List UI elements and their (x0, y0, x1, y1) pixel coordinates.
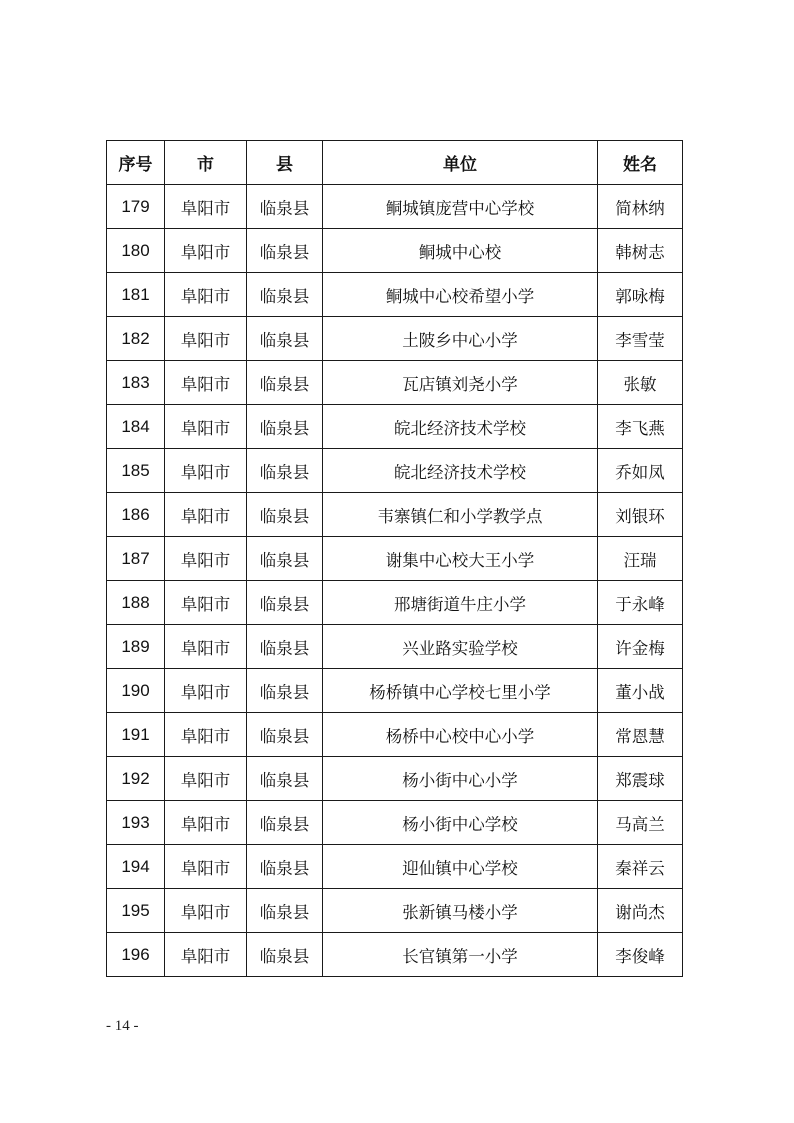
cell-name: 乔如凤 (598, 449, 683, 493)
cell-unit: 鲖城中心校希望小学 (323, 273, 598, 317)
cell-index: 193 (107, 801, 165, 845)
header-county: 县 (247, 141, 323, 185)
cell-county: 临泉县 (247, 933, 323, 977)
cell-city: 阜阳市 (165, 405, 247, 449)
cell-index: 188 (107, 581, 165, 625)
cell-index: 187 (107, 537, 165, 581)
table-row (107, 889, 683, 933)
cell-unit: 鲖城镇庞营中心学校 (323, 185, 598, 229)
cell-county: 临泉县 (247, 229, 323, 273)
cell-unit: 土陂乡中心小学 (323, 317, 598, 361)
cell-county: 临泉县 (247, 361, 323, 405)
cell-name: 汪瑞 (598, 537, 683, 581)
cell-county: 临泉县 (247, 669, 323, 713)
cell-name: 于永峰 (598, 581, 683, 625)
cell-county: 临泉县 (247, 537, 323, 581)
cell-name: 刘银环 (598, 493, 683, 537)
table-row (107, 933, 683, 977)
cell-index: 184 (107, 405, 165, 449)
cell-county: 临泉县 (247, 845, 323, 889)
cell-unit: 鲖城中心校 (323, 229, 598, 273)
cell-county: 临泉县 (247, 581, 323, 625)
table-row (107, 273, 683, 317)
cell-index: 190 (107, 669, 165, 713)
table-row (107, 317, 683, 361)
cell-county: 临泉县 (247, 493, 323, 537)
cell-name: 简林纳 (598, 185, 683, 229)
cell-county: 临泉县 (247, 757, 323, 801)
cell-city: 阜阳市 (165, 449, 247, 493)
cell-unit: 皖北经济技术学校 (323, 405, 598, 449)
cell-index: 182 (107, 317, 165, 361)
cell-county: 临泉县 (247, 405, 323, 449)
header-name: 姓名 (598, 141, 683, 185)
cell-city: 阜阳市 (165, 185, 247, 229)
cell-unit: 杨桥中心校中心小学 (323, 713, 598, 757)
cell-unit: 邢塘街道牛庄小学 (323, 581, 598, 625)
table-row (107, 757, 683, 801)
roster-table (106, 140, 683, 977)
cell-unit: 杨小街中心学校 (323, 801, 598, 845)
cell-county: 临泉县 (247, 273, 323, 317)
cell-city: 阜阳市 (165, 317, 247, 361)
header-index: 序号 (107, 141, 165, 185)
cell-unit: 长官镇第一小学 (323, 933, 598, 977)
cell-unit: 皖北经济技术学校 (323, 449, 598, 493)
cell-name: 谢尚杰 (598, 889, 683, 933)
cell-city: 阜阳市 (165, 933, 247, 977)
cell-unit: 韦寨镇仁和小学教学点 (323, 493, 598, 537)
table-row (107, 537, 683, 581)
cell-county: 临泉县 (247, 449, 323, 493)
cell-name: 郭咏梅 (598, 273, 683, 317)
table-row (107, 669, 683, 713)
cell-city: 阜阳市 (165, 537, 247, 581)
cell-index: 192 (107, 757, 165, 801)
cell-city: 阜阳市 (165, 889, 247, 933)
cell-index: 196 (107, 933, 165, 977)
cell-unit: 谢集中心校大王小学 (323, 537, 598, 581)
page-number: - 14 - (106, 1018, 139, 1034)
cell-name: 秦祥云 (598, 845, 683, 889)
cell-city: 阜阳市 (165, 361, 247, 405)
cell-index: 179 (107, 185, 165, 229)
cell-index: 194 (107, 845, 165, 889)
cell-city: 阜阳市 (165, 229, 247, 273)
cell-city: 阜阳市 (165, 625, 247, 669)
table-row (107, 185, 683, 229)
table-row (107, 229, 683, 273)
table-row (107, 449, 683, 493)
cell-county: 临泉县 (247, 185, 323, 229)
cell-index: 186 (107, 493, 165, 537)
cell-index: 195 (107, 889, 165, 933)
cell-city: 阜阳市 (165, 757, 247, 801)
cell-name: 张敏 (598, 361, 683, 405)
table-row (107, 361, 683, 405)
cell-index: 191 (107, 713, 165, 757)
cell-name: 郑震球 (598, 757, 683, 801)
cell-name: 韩树志 (598, 229, 683, 273)
cell-index: 181 (107, 273, 165, 317)
cell-city: 阜阳市 (165, 845, 247, 889)
cell-name: 李雪莹 (598, 317, 683, 361)
cell-city: 阜阳市 (165, 273, 247, 317)
cell-index: 185 (107, 449, 165, 493)
cell-index: 183 (107, 361, 165, 405)
table-body (107, 185, 683, 977)
cell-name: 李俊峰 (598, 933, 683, 977)
header-unit: 单位 (323, 141, 598, 185)
cell-unit: 兴业路实验学校 (323, 625, 598, 669)
table-row (107, 713, 683, 757)
header-city: 市 (165, 141, 247, 185)
cell-name: 李飞燕 (598, 405, 683, 449)
cell-name: 常恩慧 (598, 713, 683, 757)
table-row (107, 801, 683, 845)
cell-index: 189 (107, 625, 165, 669)
cell-city: 阜阳市 (165, 581, 247, 625)
table-header-row (107, 141, 683, 185)
table-row (107, 625, 683, 669)
cell-county: 临泉县 (247, 625, 323, 669)
table-row (107, 845, 683, 889)
cell-unit: 杨桥镇中心学校七里小学 (323, 669, 598, 713)
table-row (107, 493, 683, 537)
table-row (107, 581, 683, 625)
cell-index: 180 (107, 229, 165, 273)
cell-name: 董小战 (598, 669, 683, 713)
cell-county: 临泉县 (247, 889, 323, 933)
cell-county: 临泉县 (247, 713, 323, 757)
cell-city: 阜阳市 (165, 713, 247, 757)
cell-county: 临泉县 (247, 317, 323, 361)
cell-unit: 张新镇马楼小学 (323, 889, 598, 933)
cell-name: 马高兰 (598, 801, 683, 845)
cell-city: 阜阳市 (165, 801, 247, 845)
cell-unit: 迎仙镇中心学校 (323, 845, 598, 889)
cell-unit: 瓦店镇刘尧小学 (323, 361, 598, 405)
cell-unit: 杨小街中心小学 (323, 757, 598, 801)
cell-name: 许金梅 (598, 625, 683, 669)
cell-county: 临泉县 (247, 801, 323, 845)
cell-city: 阜阳市 (165, 493, 247, 537)
table-row (107, 405, 683, 449)
cell-city: 阜阳市 (165, 669, 247, 713)
